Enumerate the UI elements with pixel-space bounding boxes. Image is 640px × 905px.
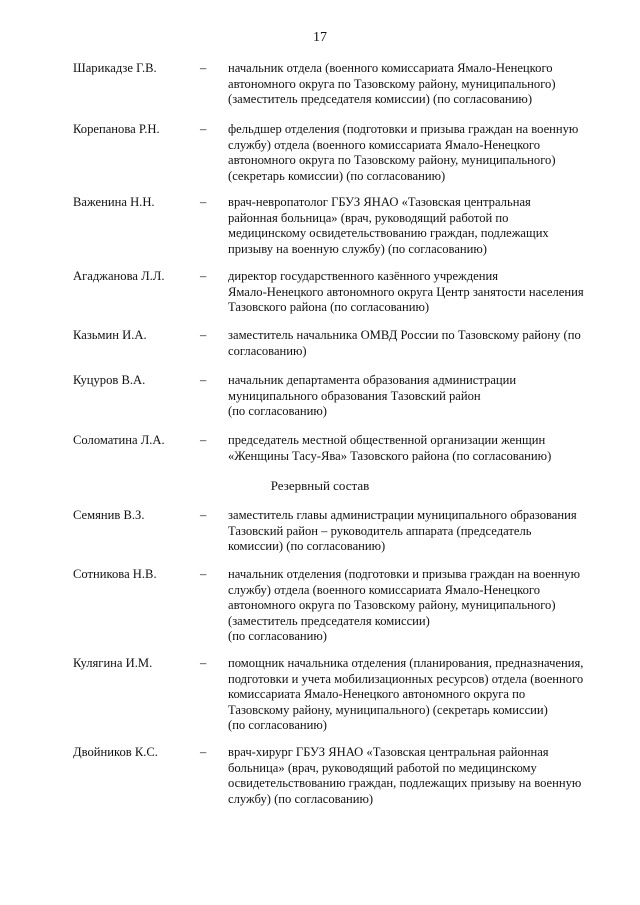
member-name: Куцуров В.А. <box>73 373 146 387</box>
member-description <box>228 328 594 359</box>
description-line: председатель местной общественной организации женщин <box>228 433 546 447</box>
member-description <box>228 122 594 184</box>
description-line: Тазовского района (по согласованию) <box>228 300 430 314</box>
description-line: муниципального образования Тазовский район <box>228 388 481 403</box>
description-line: директор государственного казённого учреждения <box>228 269 499 283</box>
member-description <box>228 195 594 257</box>
description-line: призыву на военную службу) (по согласованию) <box>228 241 487 256</box>
member-name: Двойников К.С. <box>73 745 158 759</box>
dash-separator: – <box>200 122 207 136</box>
description-line: (заместитель председателя комиссии) (по согласованию) <box>228 92 533 106</box>
description-line: заместитель начальника ОМВД России по Тазовскому району (по <box>228 328 581 342</box>
member-name: Важенина Н.Н. <box>73 195 155 209</box>
member-name: Сотникова Н.В. <box>73 567 157 581</box>
dash-separator: – <box>200 328 207 342</box>
member-description <box>228 373 594 420</box>
description-line: начальник отдела (военного комиссариата Ямало-Ненецкого <box>228 61 553 75</box>
description-line: Тазовскому району, муниципального) (секретарь комиссии) <box>228 702 548 717</box>
dash-separator: – <box>200 195 207 209</box>
reserve-section-title: Резервный состав <box>270 478 370 493</box>
description-line: больница» (врач, руководящий работой по медицинскому <box>228 760 537 775</box>
description-line: (секретарь комиссии) (по согласованию) <box>228 168 446 183</box>
description-line: начальник департамента образования администрации <box>228 373 517 387</box>
description-line: «Женщины Тасу-Ява» Тазовского района (по согласованию) <box>228 448 552 463</box>
member-name: Соломатина Л.А. <box>73 433 165 447</box>
description-line: (по согласованию) <box>228 718 328 732</box>
description-line: врач-невропатолог ГБУЗ ЯНАО «Тазовская центральная <box>228 195 531 209</box>
description-line: службу) отдела (военного комиссариата Ямало-Ненецкого <box>228 137 541 152</box>
description-line: комиссии) (по согласованию) <box>228 539 386 553</box>
description-line: освидетельствованию граждан, подлежащих призыву на военную <box>228 776 582 790</box>
description-line: фельдшер отделения (подготовки и призыва граждан на военную <box>228 122 579 136</box>
description-line: автономного округа по Тазовскому району, муниципального) <box>228 598 556 612</box>
dash-separator: – <box>200 373 207 387</box>
member-description <box>228 61 594 108</box>
description-line: Тазовский район – руководитель аппарата (председатель <box>228 523 532 538</box>
member-name: Кулягина И.М. <box>73 656 153 670</box>
description-line: районная больница» (врач, руководящий работой по <box>228 210 509 225</box>
member-name: Шарикадзе Г.В. <box>73 61 157 75</box>
description-line: комиссариата Ямало-Ненецкого автономного округа по <box>228 687 526 701</box>
member-description <box>228 508 594 555</box>
member-name: Казьмин И.А. <box>73 328 147 342</box>
description-line: согласованию) <box>228 343 307 358</box>
description-line: автономного округа по Тазовскому району, муниципального) <box>228 76 556 91</box>
dash-separator: – <box>200 656 207 670</box>
dash-separator: – <box>200 269 207 283</box>
description-line: (по согласованию) <box>228 404 328 418</box>
member-description <box>228 269 594 316</box>
member-name: Корепанова Р.Н. <box>73 122 160 136</box>
description-line: службу) (по согласованию) <box>228 791 374 806</box>
dash-separator: – <box>200 61 207 75</box>
description-line: медицинскому освидетельствованию граждан, подлежащих <box>228 226 549 240</box>
description-line: врач-хирург ГБУЗ ЯНАО «Тазовская центральная районная <box>228 745 549 759</box>
description-line: Ямало-Ненецкого автономного округа Центр занятости населения <box>228 284 584 299</box>
description-line: заместитель главы администрации муниципального образования <box>228 508 577 522</box>
dash-separator: – <box>200 745 207 759</box>
member-name: Агаджанова Л.Л. <box>73 269 165 283</box>
description-line: начальник отделения (подготовки и призыва граждан на военную <box>228 567 581 581</box>
dash-separator: – <box>200 508 207 522</box>
member-description <box>228 656 594 734</box>
description-line: автономного округа по Тазовскому району, муниципального) <box>228 153 556 167</box>
description-line: помощник начальника отделения (планирования, предназначения, <box>228 656 584 670</box>
member-name: Семянив В.З. <box>73 508 145 522</box>
member-description <box>228 745 594 807</box>
description-line: (по согласованию) <box>228 629 328 643</box>
description-line: службу) отдела (военного комиссариата Ямало-Ненецкого <box>228 582 541 597</box>
member-description <box>228 567 594 645</box>
page-number: 17 <box>313 30 327 45</box>
member-description <box>228 433 594 464</box>
dash-separator: – <box>200 567 207 581</box>
description-line: (заместитель председателя комиссии) <box>228 613 430 628</box>
dash-separator: – <box>200 433 207 447</box>
description-line: подготовки и учета мобилизационных ресурсов) отдела (военного <box>228 671 584 686</box>
